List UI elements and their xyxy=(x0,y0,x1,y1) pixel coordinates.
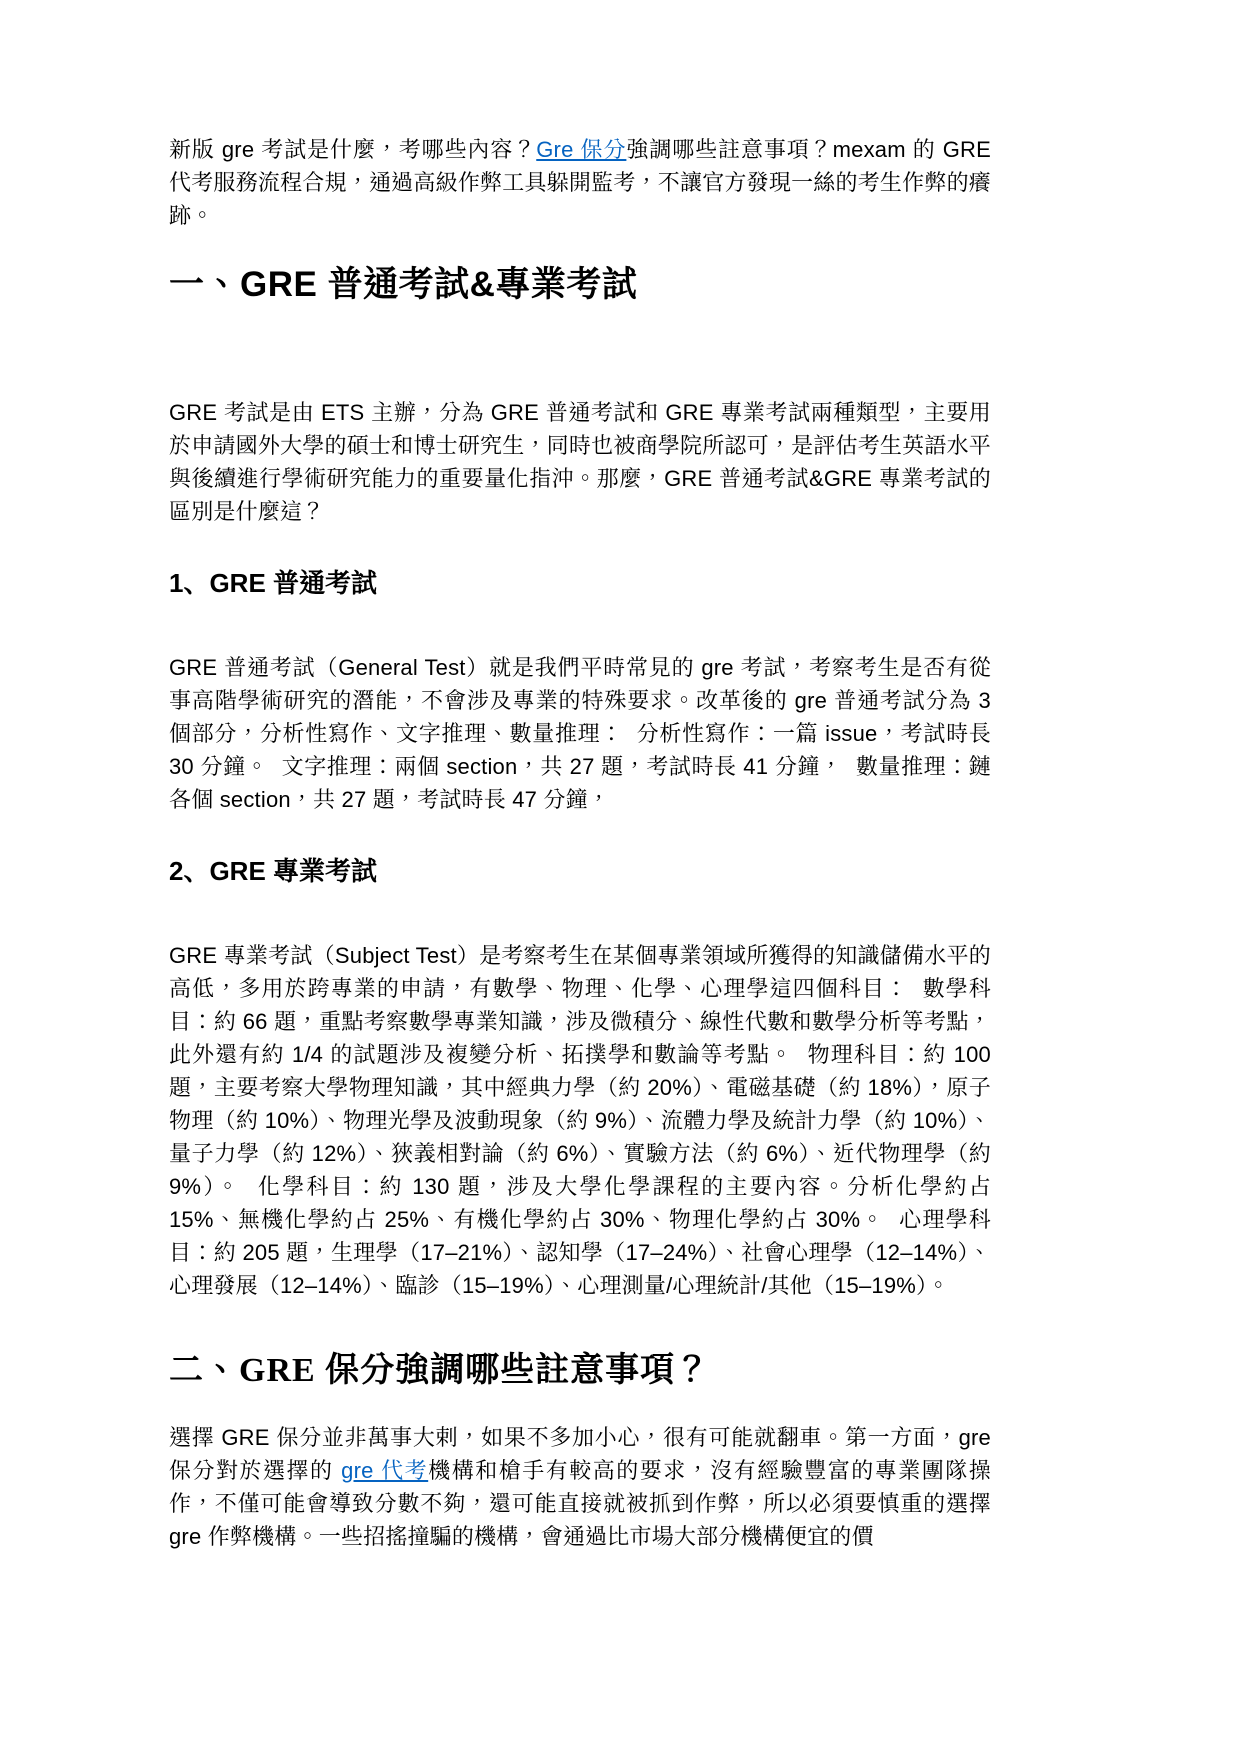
section2-text-after-link: 機構和槍手有較高的要求，沒有經驗豐富的專業團隊操作，不僅可能會導致分數不夠，還可能直接就被抓到作弊，所以必須要慎重的選擇 gre 作弊機構。一些招搖撞騙的機構，會通過比市場大部分機構便宜的價 xyxy=(169,1458,998,1549)
section1-heading: 一、GRE 普通考試&專業考試 xyxy=(169,265,638,304)
section2-heading: 二、GRE 保分強調哪些註意事項？ xyxy=(169,1352,711,1389)
general-test-paragraph: GRE 普通考試（General Test）就是我們平時常見的 gre 考試，考察考生是否有從事高階學術研究的潛能，不會涉及專業的特殊要求。改革後的 gre 普通考試分為 3 個部分，分析性寫作、文字推理、數量推理： 分析性寫作：一篇 issue，考試時長 30 分鐘。 文字推理：兩個 section，共 27 題，考試時長 41 分鐘， 數量推理：鏈各個 section，共 27 題，考試時長 47 分鐘， xyxy=(169,655,998,812)
section2-text-before-link: 選擇 GRE 保分並非萬事大剌，如果不多加小心，很有可能就翻車。第一方面，gre 保分對於選擇的 xyxy=(169,1425,998,1483)
gre-daikao-link[interactable]: gre 代考 xyxy=(341,1458,429,1483)
general-test-subheading: 1、GRE 普通考試 xyxy=(169,568,378,598)
intro-paragraph xyxy=(169,133,998,232)
intro-text-after-link: 強調哪些註意事項？mexam 的 GRE 代考服務流程合規，通過高級作弊工具躲開監考，不讓官方發現一絲的考生作弊的癢跡。 xyxy=(169,137,998,228)
subject-test-paragraph: GRE 專業考試（Subject Test）是考察考生在某個專業領域所獲得的知識儲備水平的高低，多用於跨專業的申請，有數學、物理、化學、心理學這四個科目： 數學科目：約 66 題，重點考察數學專業知識，涉及微積分、線性代數和數學分析等考點，此外還有約 1/4 的試題涉及複變分析、拓撲學和數論等考點。 物理科目：約 100 題，主要考察大學物理知識，其中經典力學（約 20%）、電磁基礎（約 18%），原子物理（約 10%）、物理光學及波動現象（約 9%）、流體力學及統計力學（約 10%）、量子力學（約 12%）、狹義相對論（約 6%）、實驗方法（約 6%）、近代物理學（約 9%）。 化學科目：約 130 題，涉及大學化學課程的主要內容。分析化學約占 15%、無機化學約占 25%、有機化學約占 30%、物理化學約占 30%。 心理學科目：約 205 題，生理學（17–21%）、認知學（17–24%）、社會心理學（12–14%）、心理發展（12–14%）、臨診（15–19%）、心理測量/心理統計/其他（15–19%）。 xyxy=(169,943,998,1298)
gre-baofen-link[interactable]: Gre 保分 xyxy=(536,137,627,162)
section1-intro-paragraph: GRE 考試是由 ETS 主辦，分為 GRE 普通考試和 GRE 專業考試兩種類型，主要用於申請國外大學的碩士和博士研究生，同時也被商學院所認可，是評估考生英語水平與後續進行學術研究能力的重要量化指沖。那麼，GRE 普通考試&GRE 專業考試的區別是什麼這？ xyxy=(169,400,991,524)
intro-text-before-link: 新版 gre 考試是什麼，考哪些內容？ xyxy=(169,137,537,162)
subject-test-subheading: 2、GRE 專業考試 xyxy=(169,856,378,886)
section2-paragraph xyxy=(169,1421,998,1553)
